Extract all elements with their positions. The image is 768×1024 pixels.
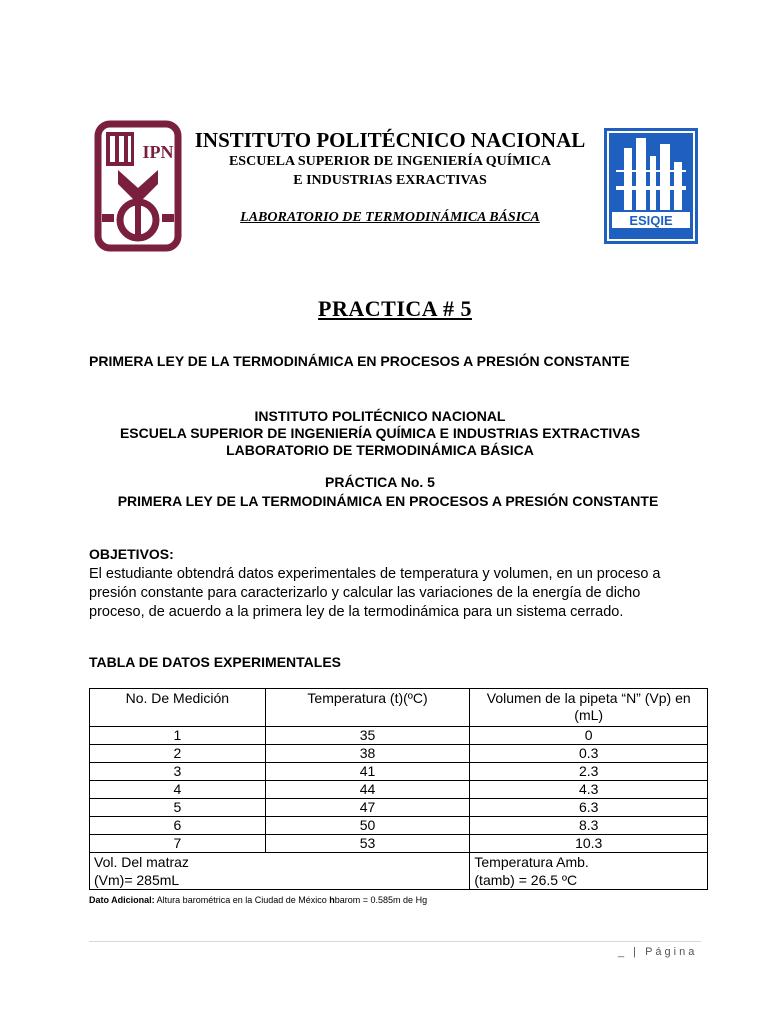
cell-temperature: 50: [265, 817, 470, 835]
cell-volume: 10.3: [470, 835, 708, 853]
esiqie-logo: [602, 126, 700, 246]
table-row: [90, 817, 708, 835]
cell-temperature: 44: [265, 781, 470, 799]
cell-measurement: 1: [90, 727, 266, 745]
table-row: [90, 799, 708, 817]
block-line-1: INSTITUTO POLITÉCNICO NACIONAL: [254, 408, 506, 424]
cell-volume: 6.3: [470, 799, 708, 817]
cell-temperature: 41: [265, 763, 470, 781]
ambient-temperature-cell: [470, 853, 708, 890]
practice-title: PRACTICA # 5: [318, 296, 472, 321]
cell-volume: 0: [470, 727, 708, 745]
flask-volume-value: (Vm)= 285mL: [94, 872, 180, 888]
table-header-row: [90, 689, 708, 727]
block-line-5: PRIMERA LEY DE LA TERMODINÁMICA EN PROCESOS A PRESIÓN CONSTANTE: [117, 493, 659, 509]
school-line-1: ESCUELA SUPERIOR DE INGENIERÍA QUÍMICA: [228, 154, 552, 169]
additional-data-text-b: barom = 0.585m de Hg: [334, 895, 428, 905]
esiqie-logo-text: ESIQIE: [629, 213, 673, 228]
table-heading: TABLA DE DATOS EXPERIMENTALES: [89, 654, 342, 670]
lab-title: LABORATORIO DE TERMODINÁMICA BÁSICA: [240, 210, 540, 225]
school-line-2: E INDUSTRIAS EXRACTIVAS: [293, 173, 487, 188]
ipn-logo-text: IPN: [142, 142, 174, 162]
cell-temperature: 38: [265, 745, 470, 763]
cell-temperature: 53: [265, 835, 470, 853]
cell-volume: 0.3: [470, 745, 708, 763]
cell-volume: 8.3: [470, 817, 708, 835]
footer-divider: [89, 941, 701, 942]
cell-measurement: 5: [90, 799, 266, 817]
block-line-2: ESCUELA SUPERIOR DE INGENIERÍA QUÍMICA E INDUSTRIAS EXTRACTIVAS: [119, 425, 641, 441]
institution-title: INSTITUTO POLITÉCNICO NACIONAL: [194, 128, 586, 152]
cell-volume: 4.3: [470, 781, 708, 799]
objectives-text: El estudiante obtendrá datos experimentales de temperatura y volumen, en un proceso a presión constante para caracterizarlo y calcular las variaciones de la energía de dicho proceso, de acuerdo a la primera ley de la termodinámica para un sistema cerrado.: [89, 566, 661, 620]
additional-data-h: h: [329, 895, 335, 905]
header-measurement: No. De Medición: [90, 689, 266, 727]
ipn-logo: [88, 118, 188, 254]
flask-volume-cell: [90, 853, 470, 890]
header-volume: Volumen de la pipeta “N” (Vp) en (mL): [470, 689, 708, 727]
block-line-3: LABORATORIO DE TERMODINÁMICA BÁSICA: [226, 442, 534, 458]
table-row: [90, 745, 708, 763]
cell-temperature: 35: [265, 727, 470, 745]
cell-measurement: 6: [90, 817, 266, 835]
ambient-temperature-label: Temperatura Amb.: [474, 854, 589, 870]
block-line-4: PRÁCTICA No. 5: [325, 474, 435, 490]
cell-temperature: 47: [265, 799, 470, 817]
table-row: [90, 727, 708, 745]
table-row: [90, 763, 708, 781]
practice-subtitle: PRIMERA LEY DE LA TERMODINÁMICA EN PROCESOS A PRESIÓN CONSTANTE: [89, 353, 630, 369]
additional-data-note: [89, 895, 427, 905]
header-temperature: Temperatura (t)(ºC): [265, 689, 470, 727]
ambient-temperature-value: (tamb) = 26.5 ºC: [474, 872, 578, 888]
table-footer-row: [90, 853, 708, 890]
cell-measurement: 2: [90, 745, 266, 763]
additional-data-text-a: Altura barométrica en la Ciudad de México: [154, 895, 330, 905]
cell-measurement: 3: [90, 763, 266, 781]
table-row: [90, 835, 708, 853]
cell-measurement: 4: [90, 781, 266, 799]
additional-data-label: Dato Adicional:: [89, 895, 155, 905]
flask-volume-label: Vol. Del matraz: [94, 854, 189, 870]
experimental-data-table: [89, 688, 708, 890]
table-row: [90, 781, 708, 799]
cell-volume: 2.3: [470, 763, 708, 781]
cell-measurement: 7: [90, 835, 266, 853]
objectives-heading: OBJETIVOS:: [89, 546, 174, 562]
page-footer: _ | Página: [618, 946, 698, 958]
